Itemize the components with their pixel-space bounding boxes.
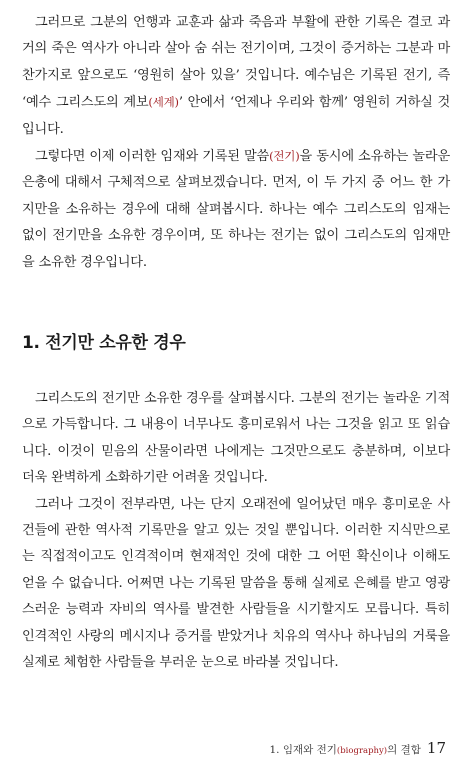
highlight-term: (세계) [148,95,179,110]
paragraph: 그렇다면 이제 이러한 임재와 기록된 말씀(전기)을 동시에 소유하는 놀라운 은총에 대해서 구체적으로 살펴보겠습니다. 먼저, 이 두 가지 중 어느 한 가지만을 소유하는 경우에 대해 살펴봅시다. 하나는 예수 그리스도의 임재는 없이 전기만을 소유한 경우이며, 또 하나는 전기는 없이 그리스도의 임재만을 소유한 경우입니다. [22,149,451,270]
page-footer [270,739,447,757]
intro-text-block [22,10,450,276]
section-text-block [22,386,450,676]
running-footer-chapter: 1. 임재와 전기(biography)의 결합 [269,744,421,756]
section-heading: 1. 전기만 소유한 경우 [22,333,186,353]
highlight-term: (biography) [336,746,388,756]
paragraph: 그리스도의 전기만 소유한 경우를 살펴봅시다. 그분의 전기는 놀라운 기적으로 가득합니다. 그 내용이 너무나도 흥미로워서 나는 그것을 읽고 또 읽습니다. 이것이 믿음의 산물이라면 나에게는 그것만으로도 충분하며, 이보다 더욱 완벽하게 소화하기란 어려울 것입니다. [22,391,450,486]
paragraph: 그러므로 그분의 언행과 교훈과 삶과 죽음과 부활에 관한 기록은 결코 과거의 죽은 역사가 아니라 살아 숨 쉬는 전기이며, 그것이 증거하는 그분과 마찬가지로 앞으로도 ‘영원히 살아 있을’ 것입니다. 예수님은 기록된 전기, 즉 ‘예수 그리스도의 계보(세계)’ 안에서 ‘언제나 우리와 함께’ 영원히 거하실 것입니다. [22,15,451,137]
highlight-term: (전기) [269,149,300,164]
paragraph: 그러나 그것이 전부라면, 나는 단지 오래전에 일어났던 매우 흥미로운 사건들에 관한 역사적 기록만을 알고 있는 것일 뿐입니다. 이러한 지식만으로는 직접적이고도 인격적이며 현재적인 것에 대한 그 어떤 확신이나 이해도 얻을 수 없습니다. 어쩌면 나는 기록된 말씀을 통해 실제로 은혜를 받고 영광스러운 능력과 자비의 역사를 발견한 사람들을 시기할지도 모릅니다. 특히 인격적인 사랑의 메시지나 증거를 받았거나 치유의 역사나 하나님의 거룩을 실제로 체험한 사람들을 부러운 눈으로 바라볼 것입니다. [22,496,450,671]
page-number: 17 [426,739,446,757]
